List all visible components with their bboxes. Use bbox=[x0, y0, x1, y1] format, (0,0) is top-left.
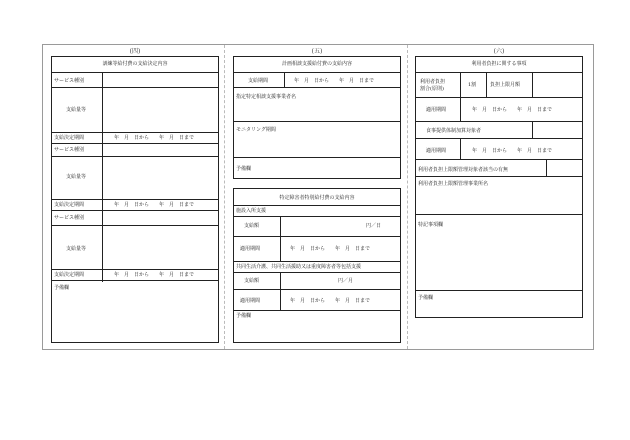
panel-5-monitoring-label: モニタリング期間 bbox=[236, 127, 276, 133]
panel-6-apply2-label: 適用期間 bbox=[426, 148, 447, 154]
panel-6-meal-label: 食事提供体制加算対象者 bbox=[426, 128, 482, 134]
panel-4-number: (四) bbox=[129, 48, 141, 55]
panel-6-ratio-value: 1割 bbox=[468, 82, 477, 88]
panel-4-amount-label-2: 支給量等 bbox=[66, 174, 87, 180]
panel-4-remarks-label: 予備欄 bbox=[54, 285, 70, 291]
panel-5-provider-label: 指定特定相談支援事業者名 bbox=[236, 94, 297, 100]
panel-5-apply-period2-value: 年 月 日から 年 月 日まで bbox=[290, 298, 371, 304]
panel-5-number: (五) bbox=[311, 48, 323, 55]
panel-5-group-label: 共同生活介護、共同生活援助又は重度障害者等包括支援 bbox=[236, 264, 362, 270]
panel-5-apply-period-label: 適用期間 bbox=[240, 246, 261, 252]
panel-5-amount2-label: 支給額 bbox=[244, 278, 260, 284]
panel-5-consultation-benefit bbox=[233, 56, 401, 179]
panel-5-per-month: 円／月 bbox=[338, 278, 354, 284]
panel-4-training-benefit bbox=[51, 56, 219, 343]
panel-5-apply-period2-label: 適用期間 bbox=[240, 298, 261, 304]
panel-5-period-value: 年 月 日から 年 月 日まで bbox=[294, 78, 375, 84]
panel-4-amount-label-3: 支給量等 bbox=[66, 246, 87, 252]
panel-6-title: 利用者負担に関する事項 bbox=[471, 61, 527, 67]
panel-4-period-label-3: 支給決定期間 bbox=[54, 272, 85, 278]
panel-4-period-value-3: 年 月 日から 年 月 日まで bbox=[114, 272, 195, 278]
panel-6-remarks-label: 予備欄 bbox=[418, 295, 434, 301]
panel-6-cap-label: 負担上限月額 bbox=[490, 82, 521, 88]
panel-6-cap-manage-office-label: 利用者負担上限額管理事業所名 bbox=[418, 181, 489, 187]
panel-6-user-burden bbox=[415, 56, 583, 318]
panel-4-title: 訓練等給付費の支給決定内容 bbox=[102, 61, 168, 67]
panel-6-apply-label: 適用期間 bbox=[426, 107, 447, 113]
panel-5-period-label: 支給期間 bbox=[248, 78, 269, 84]
fold-line-right bbox=[407, 45, 408, 349]
panel-5-facility-label: 施設入所支援 bbox=[236, 208, 267, 214]
panel-5-per-day: 円／日 bbox=[366, 223, 382, 229]
panel-6-ratio-label-1: 利用者負担 bbox=[420, 79, 446, 85]
panel-6-cap-manage-label: 利用者負担上限額管理対象者該当の有無 bbox=[418, 167, 509, 173]
certificate-sheet bbox=[42, 44, 594, 350]
panel-4-period-value-2: 年 月 日から 年 月 日まで bbox=[114, 202, 195, 208]
panel-6-ratio-label-2: 割合(原則) bbox=[420, 86, 444, 92]
panel-4-period-label-2: 支給決定期間 bbox=[54, 202, 85, 208]
panel-5-remarks-label: 予備欄 bbox=[236, 166, 252, 172]
fold-line-left bbox=[224, 45, 225, 349]
panel-5-remarks2-label: 予備欄 bbox=[236, 313, 252, 319]
panel-5-title: 計画相談支援給付費の支給内容 bbox=[281, 61, 352, 67]
panel-6-number: (六) bbox=[493, 48, 505, 55]
panel-4-period-label-1: 支給決定期間 bbox=[54, 135, 85, 141]
panel-5-amount-label: 支給額 bbox=[244, 223, 260, 229]
panel-4-amount-label-1: 支給量等 bbox=[66, 107, 87, 113]
panel-4-service-label-1: サービス種別 bbox=[54, 78, 85, 84]
panel-6-apply2-value: 年 月 日から 年 月 日まで bbox=[472, 148, 553, 154]
panel-6-special-notes-label: 特記事項欄 bbox=[418, 222, 444, 228]
panel-4-service-label-3: サービス種別 bbox=[54, 215, 85, 221]
panel-5-special-title: 特定障害者特別給付費の支給内容 bbox=[279, 195, 355, 201]
panel-5-special-benefit bbox=[233, 188, 401, 343]
panel-5-apply-period-value: 年 月 日から 年 月 日まで bbox=[290, 246, 371, 252]
panel-4-service-label-2: サービス種別 bbox=[54, 147, 85, 153]
panel-4-period-value-1: 年 月 日から 年 月 日まで bbox=[114, 135, 195, 141]
panel-6-apply-value: 年 月 日から 年 月 日まで bbox=[472, 107, 553, 113]
